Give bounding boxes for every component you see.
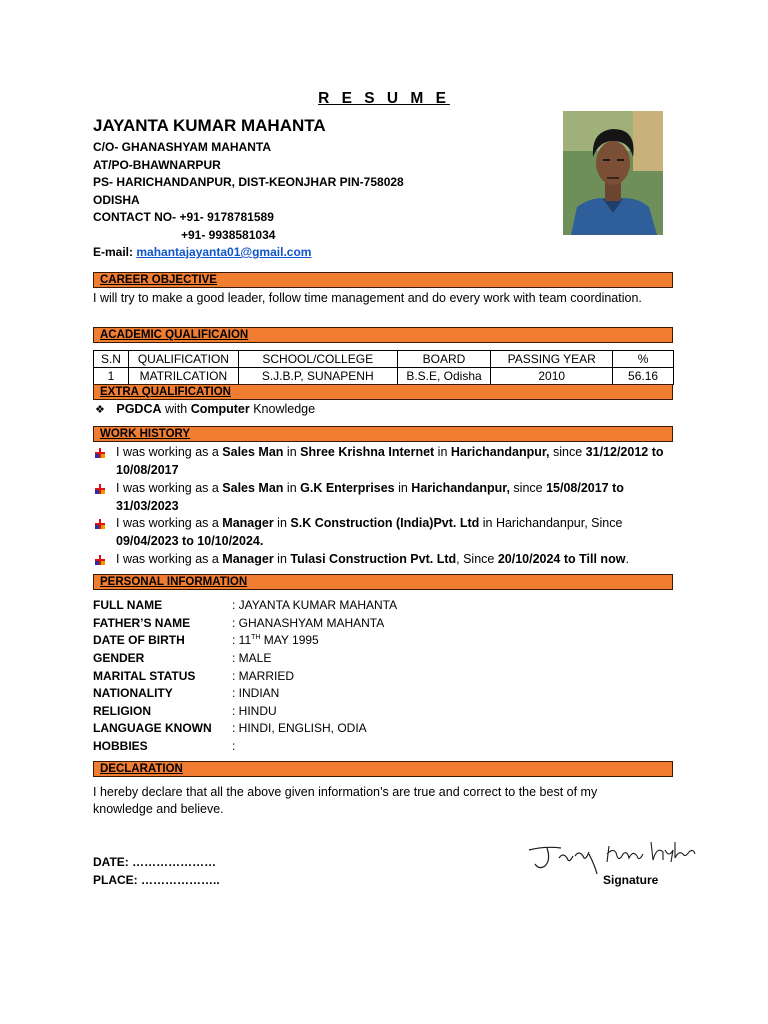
cell-sn: 1	[94, 368, 129, 385]
contact-label: CONTACT NO-	[93, 210, 180, 224]
declaration-heading: DECLARATION	[93, 761, 673, 777]
email-row	[93, 245, 311, 259]
candidate-name: JAYANTA KUMAR MAHANTA	[93, 116, 326, 135]
hobbies-value: :	[232, 739, 236, 753]
profile-photo-image	[563, 111, 663, 235]
dob-label: DATE OF BIRTH	[93, 633, 185, 647]
col-school: SCHOOL/COLLEGE	[238, 351, 397, 368]
marital-status-value: : MARRIED	[232, 669, 295, 683]
table-row	[94, 368, 674, 385]
extra-qualification-item: ❖ PGDCA with Computer Knowledge	[95, 402, 316, 416]
declaration-text: I hereby declare that all the above given information’s are true and correct to the best of my knowledge and believe.	[93, 785, 598, 816]
cell-board: B.S.E, Odisha	[397, 368, 491, 385]
extra-qualification-heading: EXTRA QUALIFICATION	[93, 384, 673, 400]
language-label: LANGUAGE KNOWN	[93, 721, 212, 735]
arrow-bullet-icon	[95, 448, 105, 458]
dob-value: : 11TH MAY 1995	[232, 633, 319, 647]
contact-number-2: +91- 9938581034	[181, 228, 276, 242]
profile-photo	[563, 111, 663, 235]
col-passing-year: PASSING YEAR	[491, 351, 613, 368]
cell-passing-year: 2010	[491, 368, 613, 385]
religion-label: RELIGION	[93, 704, 152, 718]
marital-status-label: MARITAL STATUS	[93, 669, 196, 683]
state: ODISHA	[93, 193, 140, 207]
language-value: : HINDI, ENGLISH, ODIA	[232, 721, 367, 735]
resume-title: R E S U M E	[318, 90, 450, 107]
academic-header-row	[94, 351, 674, 368]
col-board: BOARD	[397, 351, 491, 368]
career-objective-text: I will try to make a good leader, follow time management and do every work with team coordination.	[93, 291, 642, 305]
father-name-value: : GHANASHYAM MAHANTA	[232, 616, 385, 630]
career-objective-heading: CAREER OBJECTIVE	[93, 272, 673, 288]
col-percent: %	[613, 351, 674, 368]
personal-information-heading: PERSONAL INFORMATION	[93, 574, 673, 590]
arrow-bullet-icon	[95, 519, 105, 529]
nationality-value: : INDIAN	[232, 686, 280, 700]
ps-dist: PS- HARICHANDANPUR, DIST-KEONJHAR PIN-758028	[93, 175, 404, 189]
signature-label: Signature	[603, 873, 659, 887]
nationality-label: NATIONALITY	[93, 686, 173, 700]
gender-value: : MALE	[232, 651, 272, 665]
col-qualification: QUALIFICATION	[128, 351, 238, 368]
full-name-label: FULL NAME	[93, 598, 163, 612]
cell-school: S.J.B.P, SUNAPENH	[238, 368, 397, 385]
cell-percent: 56.16	[613, 368, 674, 385]
contact-row-1	[93, 210, 274, 224]
date-field: DATE: …………………	[93, 855, 217, 869]
cell-qualification: MATRILCATION	[128, 368, 238, 385]
gender-label: GENDER	[93, 651, 145, 665]
father-name-label: FATHER’S NAME	[93, 616, 191, 630]
col-sn: S.N	[94, 351, 129, 368]
email-link[interactable]: mahantajayanta01@gmail.com	[136, 245, 312, 259]
email-label: E-mail:	[93, 245, 137, 259]
arrow-bullet-icon	[95, 484, 105, 494]
hobbies-label: HOBBIES	[93, 739, 148, 753]
contact-number-1: +91- 9178781589	[179, 210, 274, 224]
work-history-heading: WORK HISTORY	[93, 426, 673, 442]
diamond-bullet-icon: ❖	[95, 403, 105, 416]
full-name-value: : JAYANTA KUMAR MAHANTA	[232, 598, 398, 612]
place-field: PLACE: ………………..	[93, 873, 220, 887]
at-po: AT/PO-BHAWNARPUR	[93, 158, 221, 172]
resume-page: R E S U M E JAYANTA KUMAR MAHANTA C/O- GHANASHYAM MAHANTA AT/PO-BHAWNARPUR PS- HARICHANDANPUR, DIST-KEONJHAR PIN-758028 ODISHA CONTACT NO- +91- 9178781589 +91- 9938581034 E-mail: mahantajayanta01@gmail.com CAREER OBJECTIVE I will try to make a good leader, follow time management and do every work with team coordination. ACADEMIC QUALIFICAION S.N QUALIFICATION SCHOOL/COLLEGE BOARD PASSING YEAR % 1 MATRILCATION S.J.B.P, SUNAPENH B.S.E, Odisha 2010 56.16 EXTRA QUALIFICATION ❖ PGDCA with Computer Knowledge WORK HISTORY I was working as a Sales Man in Shree Krishna Internet in Harichandanpur, since 31/12/2012 to 10/08/2017 I was working as a Sales Man in G.K Enterprises in Harichandanpur, since 15/08/2017 to 31/03/2023 I was working as a Manager in S.K Construction (India)Pvt. Ltd in Harichandanpur, Since 09/04/2023 to 10/10/2024. I was working as a Manager in Tulasi Construction Pvt. Ltd, Since 20/10/2024 to Till now. PERSONAL INFORMATION FULL NAME : JAYANTA KUMAR MAHANTA FATHER’S NAME : GHANASHYAM MAHANTA DATE OF BIRTH : 11TH MAY 1995 GENDER : MALE MARITAL STATUS : MARRIED NATIONALITY : INDIAN RELIGION : HINDU LANGUAGE KNOWN : HINDI, ENGLISH, ODIA HOBBIES : DECLARATION I hereby declare that all the above given information’s are true and correct to the best of my knowledge and believe. DATE: ………………… PLACE: ……………….. Signature	[0, 0, 768, 1024]
arrow-bullet-icon	[95, 555, 105, 565]
academic-heading: ACADEMIC QUALIFICAION	[93, 327, 673, 343]
religion-value: : HINDU	[232, 704, 277, 718]
care-of: C/O- GHANASHYAM MAHANTA	[93, 140, 271, 154]
academic-table	[93, 350, 674, 385]
